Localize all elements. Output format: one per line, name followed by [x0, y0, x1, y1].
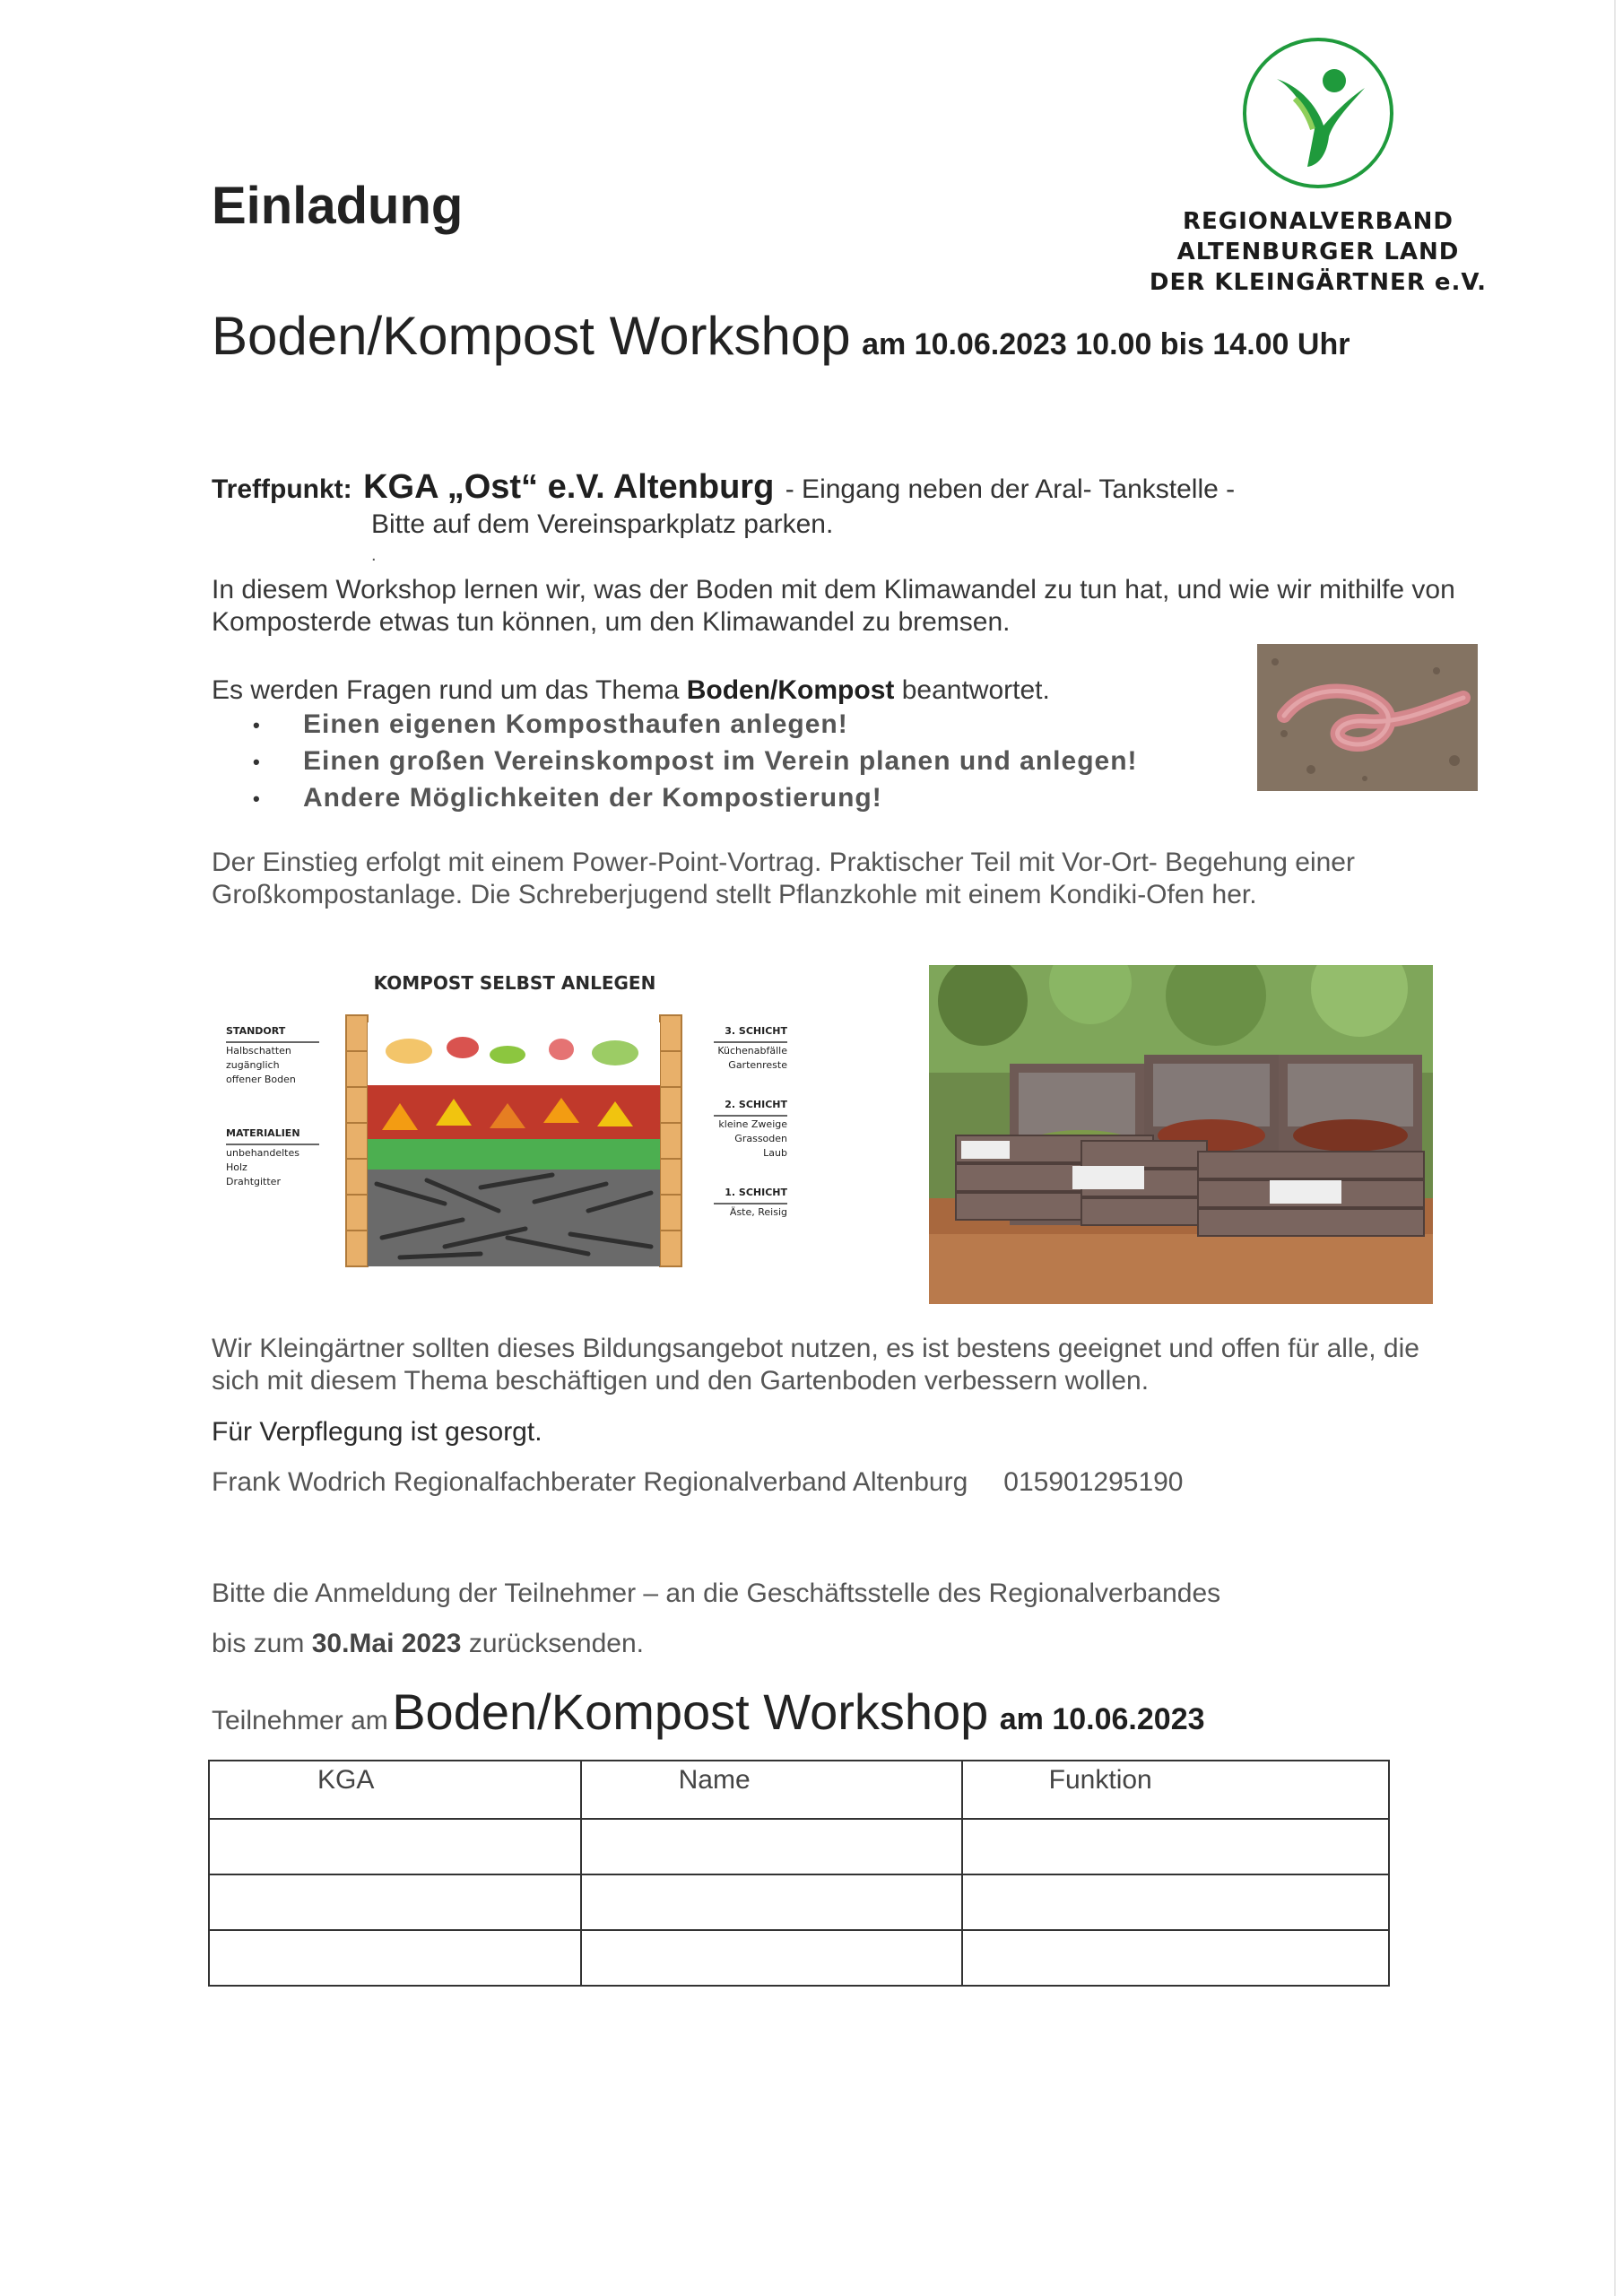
- column-kga: KGA: [209, 1761, 581, 1819]
- participants-date: am 10.06.2023: [999, 1702, 1205, 1736]
- meeting-label: Treffpunkt:: [212, 474, 352, 504]
- table-row: [209, 1874, 1389, 1930]
- cell-funktion[interactable]: [962, 1874, 1389, 1930]
- cell-name[interactable]: [581, 1874, 962, 1930]
- cell-funktion[interactable]: [962, 1819, 1389, 1874]
- cell-funktion[interactable]: [962, 1930, 1389, 1986]
- workshop-date: am 10.06.2023 10.00 bis 14.00 Uhr: [862, 327, 1350, 361]
- layer1-label: 1. SCHICHT Äste, Reisig: [725, 1187, 787, 1218]
- intro-paragraph: In diesem Workshop lernen wir, was der Boden mit dem Klimawandel zu tun hat, und wie wir mithilfe von Komposterde etwas tun können, um den Klimawandel zu bremsen.: [212, 575, 1455, 637]
- recommendation-paragraph: Wir Kleingärtner sollten dieses Bildungsangebot nutzen, es ist bestens geeignet und offen für alle, die sich mit diesem Thema beschäftigen und den Gartenboden verbessern wollen.: [212, 1334, 1419, 1396]
- org-name: REGIONALVERBAND ALTENBURGER LAND DER KLEINGÄRTNER e.V.: [1149, 208, 1488, 296]
- column-funktion: Funktion: [962, 1761, 1389, 1819]
- meeting-detail: - Eingang neben der Aral- Tankstelle -: [785, 474, 1236, 504]
- cell-name[interactable]: [581, 1930, 962, 1986]
- list-item: • Einen eigenen Komposthaufen anlegen!: [253, 707, 1138, 744]
- questions-topic: Boden/Kompost: [686, 675, 895, 705]
- layer2-label: 2. SCHICHT kleine Zweige Grassoden Laub: [718, 1099, 787, 1159]
- diagram-title: KOMPOST SELBST ANLEGEN: [373, 972, 656, 994]
- cell-kga[interactable]: [209, 1874, 581, 1930]
- bullet-icon: •: [253, 751, 261, 774]
- cell-kga[interactable]: [209, 1819, 581, 1874]
- earthworm-photo: [1257, 644, 1478, 791]
- meeting-place: KGA „Ost“ e.V. Altenburg: [363, 468, 775, 506]
- deadline-date: 30.Mai 2023: [311, 1629, 462, 1658]
- contact-line: [212, 1467, 1184, 1498]
- catering-note: Für Verpflegung ist gesorgt.: [212, 1417, 542, 1447]
- org-logo-icon: [1241, 36, 1395, 190]
- bullet-icon: •: [253, 787, 261, 811]
- questions-list: [253, 707, 1138, 817]
- standort-label: STANDORT Halbschatten zugänglich offener Boden: [226, 1025, 296, 1085]
- table-row: [209, 1930, 1389, 1986]
- list-item: • Andere Möglichkeiten der Kompostierung!: [253, 780, 1138, 817]
- compost-diagram: [212, 969, 800, 1274]
- participants-table: [208, 1760, 1390, 1987]
- stray-dot: .: [371, 545, 377, 565]
- cell-name[interactable]: [581, 1819, 962, 1874]
- page-title: Einladung: [212, 177, 464, 235]
- program-paragraph: Der Einstieg erfolgt mit einem Power-Point-Vortrag. Praktischer Teil mit Vor-Ort- Begehung einer Großkompostanlage. Die Schreberjugend stellt Pflanzkohle mit einem Kondiki-Ofen her.: [212, 848, 1355, 909]
- registration-note: Bitte die Anmeldung der Teilnehmer – an die Geschäftsstelle des Regionalverbandes: [212, 1578, 1221, 1608]
- workshop-title: Boden/Kompost Workshop: [212, 306, 851, 366]
- column-name: Name: [581, 1761, 962, 1819]
- participants-title: Boden/Kompost Workshop: [392, 1683, 989, 1740]
- bullet-icon: •: [253, 714, 261, 737]
- registration-deadline: bis zum 30.Mai 2023 zurücksenden.: [212, 1629, 644, 1658]
- questions-intro: Es werden Fragen rund um das Thema Boden/Kompost beantwortet.: [212, 675, 1050, 705]
- compost-bins-photo: [929, 965, 1433, 1304]
- contact-phone: 015901295190: [1003, 1467, 1184, 1497]
- table-header-row: [209, 1761, 1389, 1819]
- participants-heading: Teilnehmer am Boden/Kompost Workshop am 10.06.2023: [212, 1683, 1205, 1740]
- parking-note: Bitte auf dem Vereinsparkplatz parken.: [371, 509, 834, 539]
- workshop-headline: [212, 305, 1350, 367]
- scan-edge: [1614, 0, 1616, 2296]
- layer3-label: 3. SCHICHT Küchenabfälle Gartenreste: [717, 1025, 787, 1071]
- table-row: [209, 1819, 1389, 1874]
- list-item: • Einen großen Vereinskompost im Verein planen und anlegen!: [253, 744, 1138, 780]
- cell-kga[interactable]: [209, 1930, 581, 1986]
- materials-label: MATERIALIEN unbehandeltes Holz Drahtgitter: [226, 1127, 300, 1187]
- meeting-point: [212, 468, 1235, 507]
- contact-name: Frank Wodrich Regionalfachberater Regionalverband Altenburg: [212, 1467, 968, 1497]
